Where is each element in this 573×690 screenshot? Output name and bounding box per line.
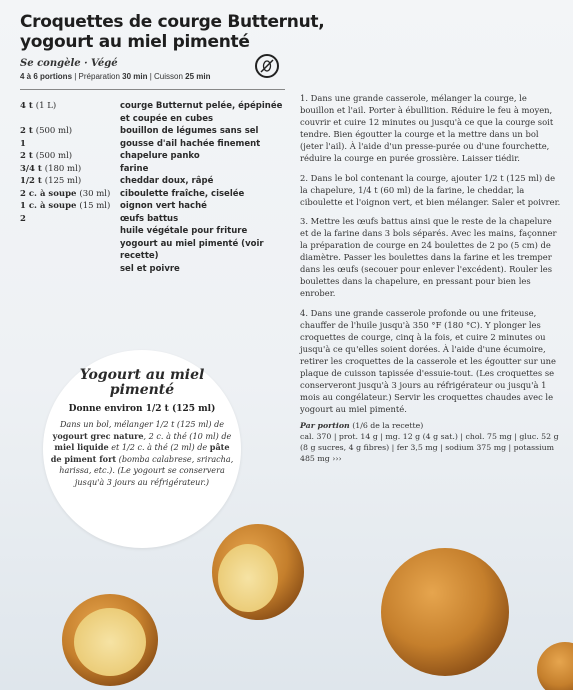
ingredient-name: gousse d'ail hachée finement: [120, 138, 261, 149]
croquette-filling: [218, 544, 278, 612]
ingredient-qty: 2 t (500 ml): [20, 126, 73, 136]
ingredient-row: [20, 200, 285, 213]
ingredient-name: cheddar doux, râpé: [120, 176, 214, 186]
ingredient-name: farine: [120, 163, 149, 174]
ingredient-name: huile végétale pour friture: [120, 226, 248, 236]
no-nut-icon: [255, 54, 279, 78]
sidebar-text: Dans un bol, mélanger 1/2 t (125 ml) de: [59, 419, 225, 429]
ingredient-row: [20, 263, 285, 276]
nutrition-basis: (1/6 de la recette): [352, 421, 424, 431]
ingredient-row: [20, 100, 285, 125]
recipe-tags: Se congèle · Végé: [20, 58, 118, 69]
divider: [20, 89, 285, 90]
ingredient-qty: [20, 225, 120, 238]
prep-label: Préparation: [78, 72, 120, 81]
ingredient-qty: 1: [20, 138, 26, 149]
method-steps: [300, 92, 562, 464]
croquette-edge: [537, 642, 573, 690]
nutrition-line-2: (8 g sucres, 4 g fibres) | fer 3,5 mg | sodium 375 mg | potassium: [300, 443, 555, 453]
sidebar-title: Yogourt au miel pimenté: [79, 367, 205, 398]
cook-time: 25 min: [185, 72, 211, 81]
nutrition-label: Par portion: [300, 421, 350, 431]
cook-label: Cuisson: [154, 72, 183, 81]
ingredient-row: [20, 188, 285, 201]
croquettes-photo: [0, 480, 573, 690]
ingredient-name: bouillon de légumes sans sel: [120, 126, 259, 136]
ingredient-qty: 2: [20, 213, 26, 224]
ingredient-row: [20, 238, 285, 263]
ingredient-name: yogourt au miel pimenté (voir recette): [120, 238, 264, 261]
ingredient-row: [20, 163, 285, 176]
step-2: 2. Dans le bol contenant la courge, ajouter 1/2 t (125 ml) de la chapelure, 1/4 t (60 ml) de la farine, le cheddar, la ciboulette et l'oignon vert, et bien mélanger. Saler et poivrer.: [300, 172, 561, 207]
ingredient-name: ciboulette fraîche, ciselée: [120, 188, 245, 199]
sidebar-body: [50, 419, 234, 489]
ingredient-name: chapelure panko: [120, 151, 200, 161]
step-3: 3. Mettre les œufs battus ainsi que le reste de la chapelure et de la farine dans 3 bols séparés. Avec les mains, façonner la préparation de courge en 24 boulettes de 2 po (5 cm) de diamètre. Passer les boulettes dans la farine et les tremper dans les œufs (secouer pour enlever l'excédent). Rouler les boulettes dans la chapelure, en pressant pour bien les enrober.: [300, 215, 557, 299]
ingredient-name: sel et poivre: [120, 263, 180, 274]
sidebar-yield: Donne environ 1/2 t (125 ml): [68, 404, 216, 414]
step-4: 4. Dans une grande casserole profonde ou une friteuse, chauffer de l'huile jusqu'à 350 °F (180 °C). Y plonger les croquettes de courge, cinq à la fois, et cuire 2 minutes ou jusqu'à ce qu'elles soient dorées. À l'aide d'une écumoire, retirer les croquettes de la casserole et les égoutter sur une plaque de cuisson tapissée d'essuie-tout. (Les croquettes se conserveront jusqu'à 3 jours au réfrigérateur ou jusqu'à 1 mois au congélateur.) Servir les croquettes chaudes avec le yogourt au miel pimenté.: [300, 307, 556, 415]
nutrition-line-3: 485 mg ›››: [300, 454, 342, 464]
ingredient-row: [20, 125, 285, 138]
ingredient-row: [20, 225, 285, 238]
sidebar-honey: miel liquide: [54, 442, 109, 453]
ingredient-qty: 1/2 t (125 ml): [20, 176, 82, 186]
ingredient-qty: [20, 263, 120, 276]
sidebar-text: , 2 c. à thé (10 ml) de: [143, 430, 232, 441]
croquette-whole: [381, 548, 509, 676]
sidebar-text: et 1/2 c. à thé (2 ml) de: [108, 442, 210, 453]
ingredient-qty: [20, 238, 120, 263]
ingredient-qty: 1 c. à soupe (15 ml): [20, 201, 111, 211]
ingredient-row: [20, 138, 285, 151]
portions: 4 à 6 portions: [20, 72, 73, 81]
ingredient-qty: 4 t (1 L): [20, 101, 57, 111]
nutrition-info: [300, 420, 562, 464]
ingredient-name: courge Butternut pelée, épépinée et coupée en cubes: [120, 101, 283, 124]
ingredient-name: oignon vert haché: [120, 201, 207, 211]
recipe-title: Croquettes de courge Butternut, yogourt au miel pimenté: [20, 12, 325, 52]
step-1: 1. Dans une grande casserole, mélanger la courge, le bouillon et l'ail. Porter à ébullition. Réduire le feu à moyen, couvrir et cuire 12 minutes ou jusqu'à ce que la courge soit tendre. Bien égoutter la courge et la mettre dans un bol (jeter l'ail). À l'aide d'un presse-purée ou d'une fourchette, réduire la courge en purée grossière. Laisser tiédir.: [300, 93, 554, 164]
ingredient-row: [20, 213, 285, 226]
sidebar-yogurt: yogourt grec nature: [52, 430, 144, 441]
ingredient-list: [20, 100, 285, 275]
croquette-half-filling: [74, 608, 146, 676]
recipe-meta: Se congèle · Végé 4 à 6 portions | Préparation 30 min | Cuisson 25 min: [20, 58, 211, 81]
sidebar-text: (bomba calabrese, sriracha, harissa, etc.). (Le yogourt se conservera jusqu'à 3 jours au réfrigérateur.): [59, 453, 234, 487]
ingredient-qty: 3/4 t (180 ml): [20, 163, 82, 174]
ingredient-row: [20, 175, 285, 188]
nutrition-line-1: cal. 370 | prot. 14 g | mg. 12 g (4 g sat.) | chol. 75 mg | gluc. 52 g: [300, 432, 559, 442]
prep-time: 30 min: [122, 72, 148, 81]
ingredient-name: œufs battus: [120, 213, 179, 224]
ingredient-qty: 2 c. à soupe (30 ml): [20, 188, 111, 199]
sidebar-paste: pâte de piment fort: [50, 442, 230, 464]
ingredient-qty: 2 t (500 ml): [20, 151, 73, 161]
ingredient-row: [20, 150, 285, 163]
